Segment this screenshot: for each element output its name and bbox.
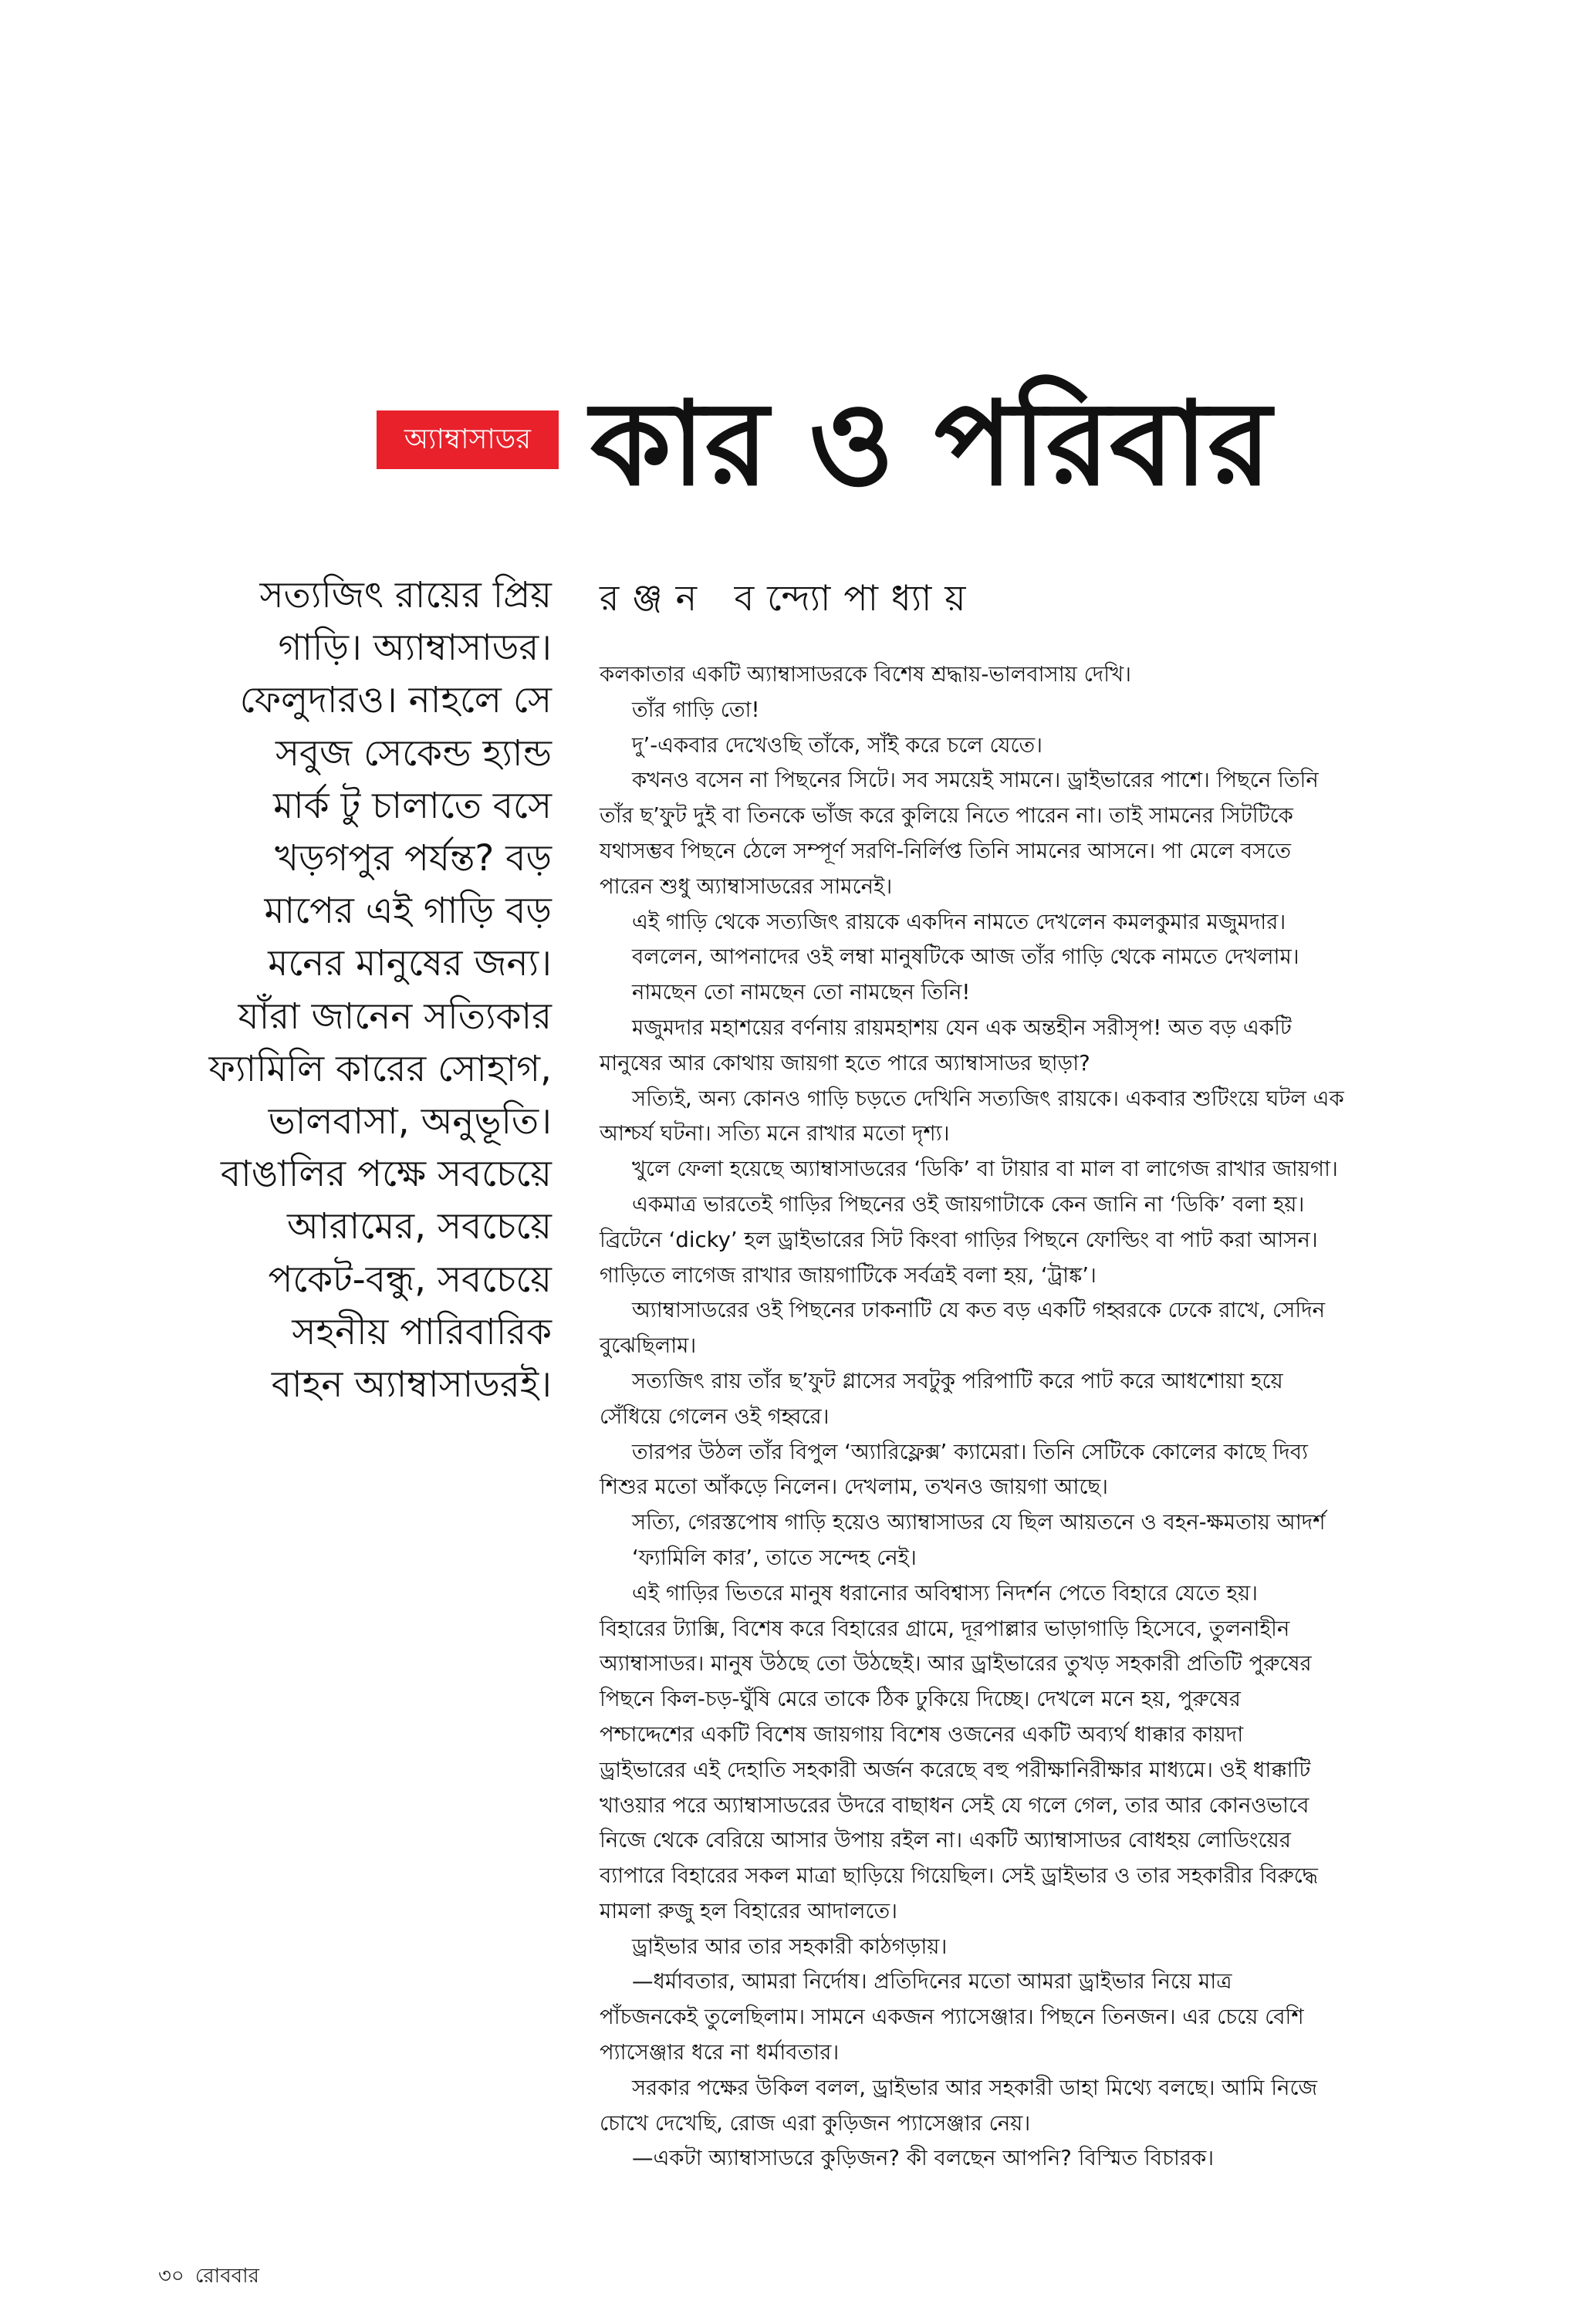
body-line: বললেন, আপনাদের ওই লম্বা মানুষটিকে আজ তাঁর গাড়ি থেকে নামতে দেখলাম। [632,944,1299,970]
body-line: দু’-একবার দেখেওছি তাঁকে, সাঁই করে চলে যেতে। [632,732,1043,758]
body-line: খুলে ফেলা হয়েছে অ্যাম্বাসাডরের ‘ডিকি’ বা টায়ার বা মাল বা লাগেজ রাখার জায়গা। [632,1157,1338,1182]
pull-quote [116,569,552,1411]
pull-quote-line: যাঁরা জানেন সত্যিকার [238,995,552,1038]
page-number: ৩০ [158,2265,184,2288]
pull-quote-line: ফ্যামিলি কারের সোহাগ, [208,1047,552,1090]
pull-quote-line: আরামের, সবচেয়ে [286,1205,552,1248]
body-line: —ধর্মাবতার, আমরা নির্দোষ। প্রতিদিনের মতো আমরা ড্রাইভার নিয়ে মাত্র [632,1969,1232,1995]
body-line: ব্রিটেনে ‘dicky’ হল ড্রাইভারের সিট কিংবা গাড়ির পিছনে ফোল্ডিং বা পাট করা আসন। [600,1227,1318,1252]
body-line: কলকাতার একটি অ্যাম্বাসাডরকে বিশেষ শ্রদ্ধায়-ভালবাসায় দেখি। [600,662,1131,687]
magazine-name: রোববার [194,2265,259,2288]
pull-quote-line: খড়গপুর পর্যন্ত? বড় [275,837,552,880]
body-line: ব্যাপারে বিহারের সকল মাত্রা ছাড়িয়ে গিয়েছিল। সেই ড্রাইভার ও তার সহকারীর বিরুদ্ধে [600,1863,1318,1889]
body-line: মজুমদার মহাশয়ের বর্ণনায় রায়মহাশয় যেন এক অন্তহীন সরীসৃপ! অত বড় একটি [632,1015,1292,1040]
body-line: পারেন শুধু অ্যাম্বাসাডরের সামনেই। [600,873,893,899]
body-line: একমাত্র ভারতেই গাড়ির পিছনের ওই জায়গাটাকে কেন জানি না ‘ডিকি’ বলা হয়। [632,1191,1305,1217]
article-title: কার ও পরিবার [590,376,1272,512]
body-line: নিজে থেকে বেরিয়ে আসার উপায় রইল না। একটি অ্যাম্বাসাডর বোধহয় লোডিংয়ের [600,1828,1291,1853]
body-line: অ্যাম্বাসাডরের ওই পিছনের ঢাকনাটি যে কত বড় একটি গহ্বরকে ঢেকে রাখে, সেদিন [632,1298,1326,1323]
body-line: চোখে দেখেছি, রোজ এরা কুড়িজন প্যাসেঞ্জার নেয়। [600,2110,1031,2136]
body-line: ড্রাইভার আর তার সহকারী কাঠগড়ায়। [632,1934,948,1959]
body-line: তাঁর ছ’ফুট দুই বা তিনকে ভাঁজ করে কুলিয়ে নিতে পারেন না। তাই সামনের সিটটিকে [600,803,1293,829]
body-line: পিছনে কিল-চড়-ঘুঁষি মেরে তাকে ঠিক ঢুকিয়ে দিচ্ছে। দেখলে মনে হয়, পুরুষের [600,1687,1241,1712]
body-line: বিহারের ট্যাক্সি, বিশেষ করে বিহারের গ্রামে, দূরপাল্লার ভাড়াগাড়ি হিসেবে, তুলনাহীন [600,1616,1290,1641]
page-footer [158,2261,259,2292]
body-line: ‘ফ্যামিলি কার’, তাতে সন্দেহ নেই। [632,1545,917,1570]
pull-quote-line: গাড়ি। অ্যাম্বাসাডর। [278,627,552,670]
body-line: আশ্চর্য ঘটনা। সত্যি মনে রাখার মতো দৃশ্য। [600,1121,950,1147]
body-line: প্যাসেঞ্জার ধরে না ধর্মাবতার। [600,2040,840,2066]
pull-quote-line: ফেলুদারও। নাহলে সে [239,679,552,722]
body-line: অ্যাম্বাসাডর। মানুষ উঠছে তো উঠছেই। আর ড্রাইভারের তুখড় সহকারী প্রতিটি পুরুষের [600,1651,1312,1677]
pull-quote-line: ভালবাসা, অনুভূতি। [268,1100,552,1143]
body-line: তাঁর গাড়ি তো! [632,697,760,722]
pull-quote-line: পকেট-বন্ধু, সবচেয়ে [268,1258,552,1301]
article-body [600,657,1464,2177]
body-line: পাঁচজনকেই তুলেছিলাম। সামনে একজন প্যাসেঞ্জার। পিছনে তিনজন। এর চেয়ে বেশি [600,2005,1304,2030]
body-line: গাড়িতে লাগেজ রাখার জায়গাটিকে সর্বত্রই বলা হয়, ‘ট্রাঙ্ক’। [600,1262,1097,1288]
author-byline: রঞ্জন বন্দ্যোপাধ্যায় [600,577,979,619]
body-line: মামলা রুজু হল বিহারের আদালতে। [600,1898,897,1924]
pull-quote-line: বাহন অ্যাম্বাসাডরই। [271,1363,552,1407]
body-line: কখনও বসেন না পিছনের সিটে। সব সময়েই সামনে। ড্রাইভারের পাশে। পিছনে তিনি [632,768,1319,793]
body-line: পশ্চাদ্দেশের একটি বিশেষ জায়গায় বিশেষ ওজনের একটি অব্যর্থ ধাক্কার কায়দা [600,1721,1244,1747]
body-line: সেঁধিয়ে গেলেন ওই গহ্বরে। [600,1404,830,1429]
body-line: —একটা অ্যাম্বাসাডরে কুড়িজন? কী বলছেন আপনি? বিস্মিত বিচারক। [632,2146,1215,2171]
body-line: সরকার পক্ষের উকিল বলল, ড্রাইভার আর সহকারী ডাহা মিথ্যে বলছে। আমি নিজে [632,2075,1318,2100]
pull-quote-line: মনের মানুষের জন্য। [268,942,552,985]
body-line: খাওয়ার পরে অ্যাম্বাসাডরের উদরে বাছাধন সেই যে গলে গেল, তার আর কোনওভাবে [600,1792,1309,1818]
pull-quote-line: সত্যজিৎ রায়ের প্রিয় [259,574,552,616]
body-line: সত্যি, গেরস্তপোষ গাড়ি হয়েও অ্যাম্বাসাডর যে ছিল আয়তনে ও বহন-ক্ষমতায় আদর্শ [632,1510,1326,1535]
body-line: এই গাড়ির ভিতরে মানুষ ধরানোর অবিশ্বাস্য নিদর্শন পেতে বিহারে যেতে হয়। [632,1580,1258,1606]
section-tag: অ্যাম্বাসাডর [377,410,559,469]
body-line: বুঝেছিলাম। [600,1333,697,1359]
body-line: নামছেন তো নামছেন তো নামছেন তিনি! [632,980,971,1005]
body-line: তারপর উঠল তাঁর বিপুল ‘অ্যারিফ্লেক্স’ ক্যামেরা। তিনি সেটিকে কোলের কাছে দিব্য [632,1439,1309,1464]
pull-quote-line: মার্ক টু চালাতে বসে [273,784,552,827]
body-line: শিশুর মতো আঁকড়ে নিলেন। দেখলাম, তখনও জায়গা আছে। [600,1474,1109,1500]
pull-quote-line: বাঙালির পক্ষে সবচেয়ে [221,1153,552,1196]
body-line: সত্যজিৎ রায় তাঁর ছ’ফুট গ্লাসের সবটুকু পরিপাটি করে পাট করে আধশোয়া হয়ে [632,1368,1283,1393]
body-line: ড্রাইভারের এই দেহাতি সহকারী অর্জন করেছে বহু পরীক্ষানিরীক্ষার মাধ্যমে। ওই ধাক্কাটি [600,1757,1311,1782]
pull-quote-line: সবুজ সেকেন্ড হ্যান্ড [275,731,552,775]
body-line: এই গাড়ি থেকে সত্যজিৎ রায়কে একদিন নামতে দেখলেন কমলকুমার মজুমদার। [632,909,1286,934]
pull-quote-line: সহনীয় পারিবারিক [292,1310,552,1353]
body-line: যথাসম্ভব পিছনে ঠেলে সম্পূর্ণ সরণি-নির্লিপ্ত তিনি সামনের আসনে। পা মেলে বসতে [600,838,1292,863]
pull-quote-line: মাপের এই গাড়ি বড় [264,890,552,933]
body-line: মানুষের আর কোথায় জায়গা হতে পারে অ্যাম্বাসাডর ছাড়া? [600,1050,1090,1076]
body-line: সত্যিই, অন্য কোনও গাড়ি চড়তে দেখিনি সত্যজিৎ রায়কে। একবার শুটিংয়ে ঘটল এক [632,1086,1344,1111]
